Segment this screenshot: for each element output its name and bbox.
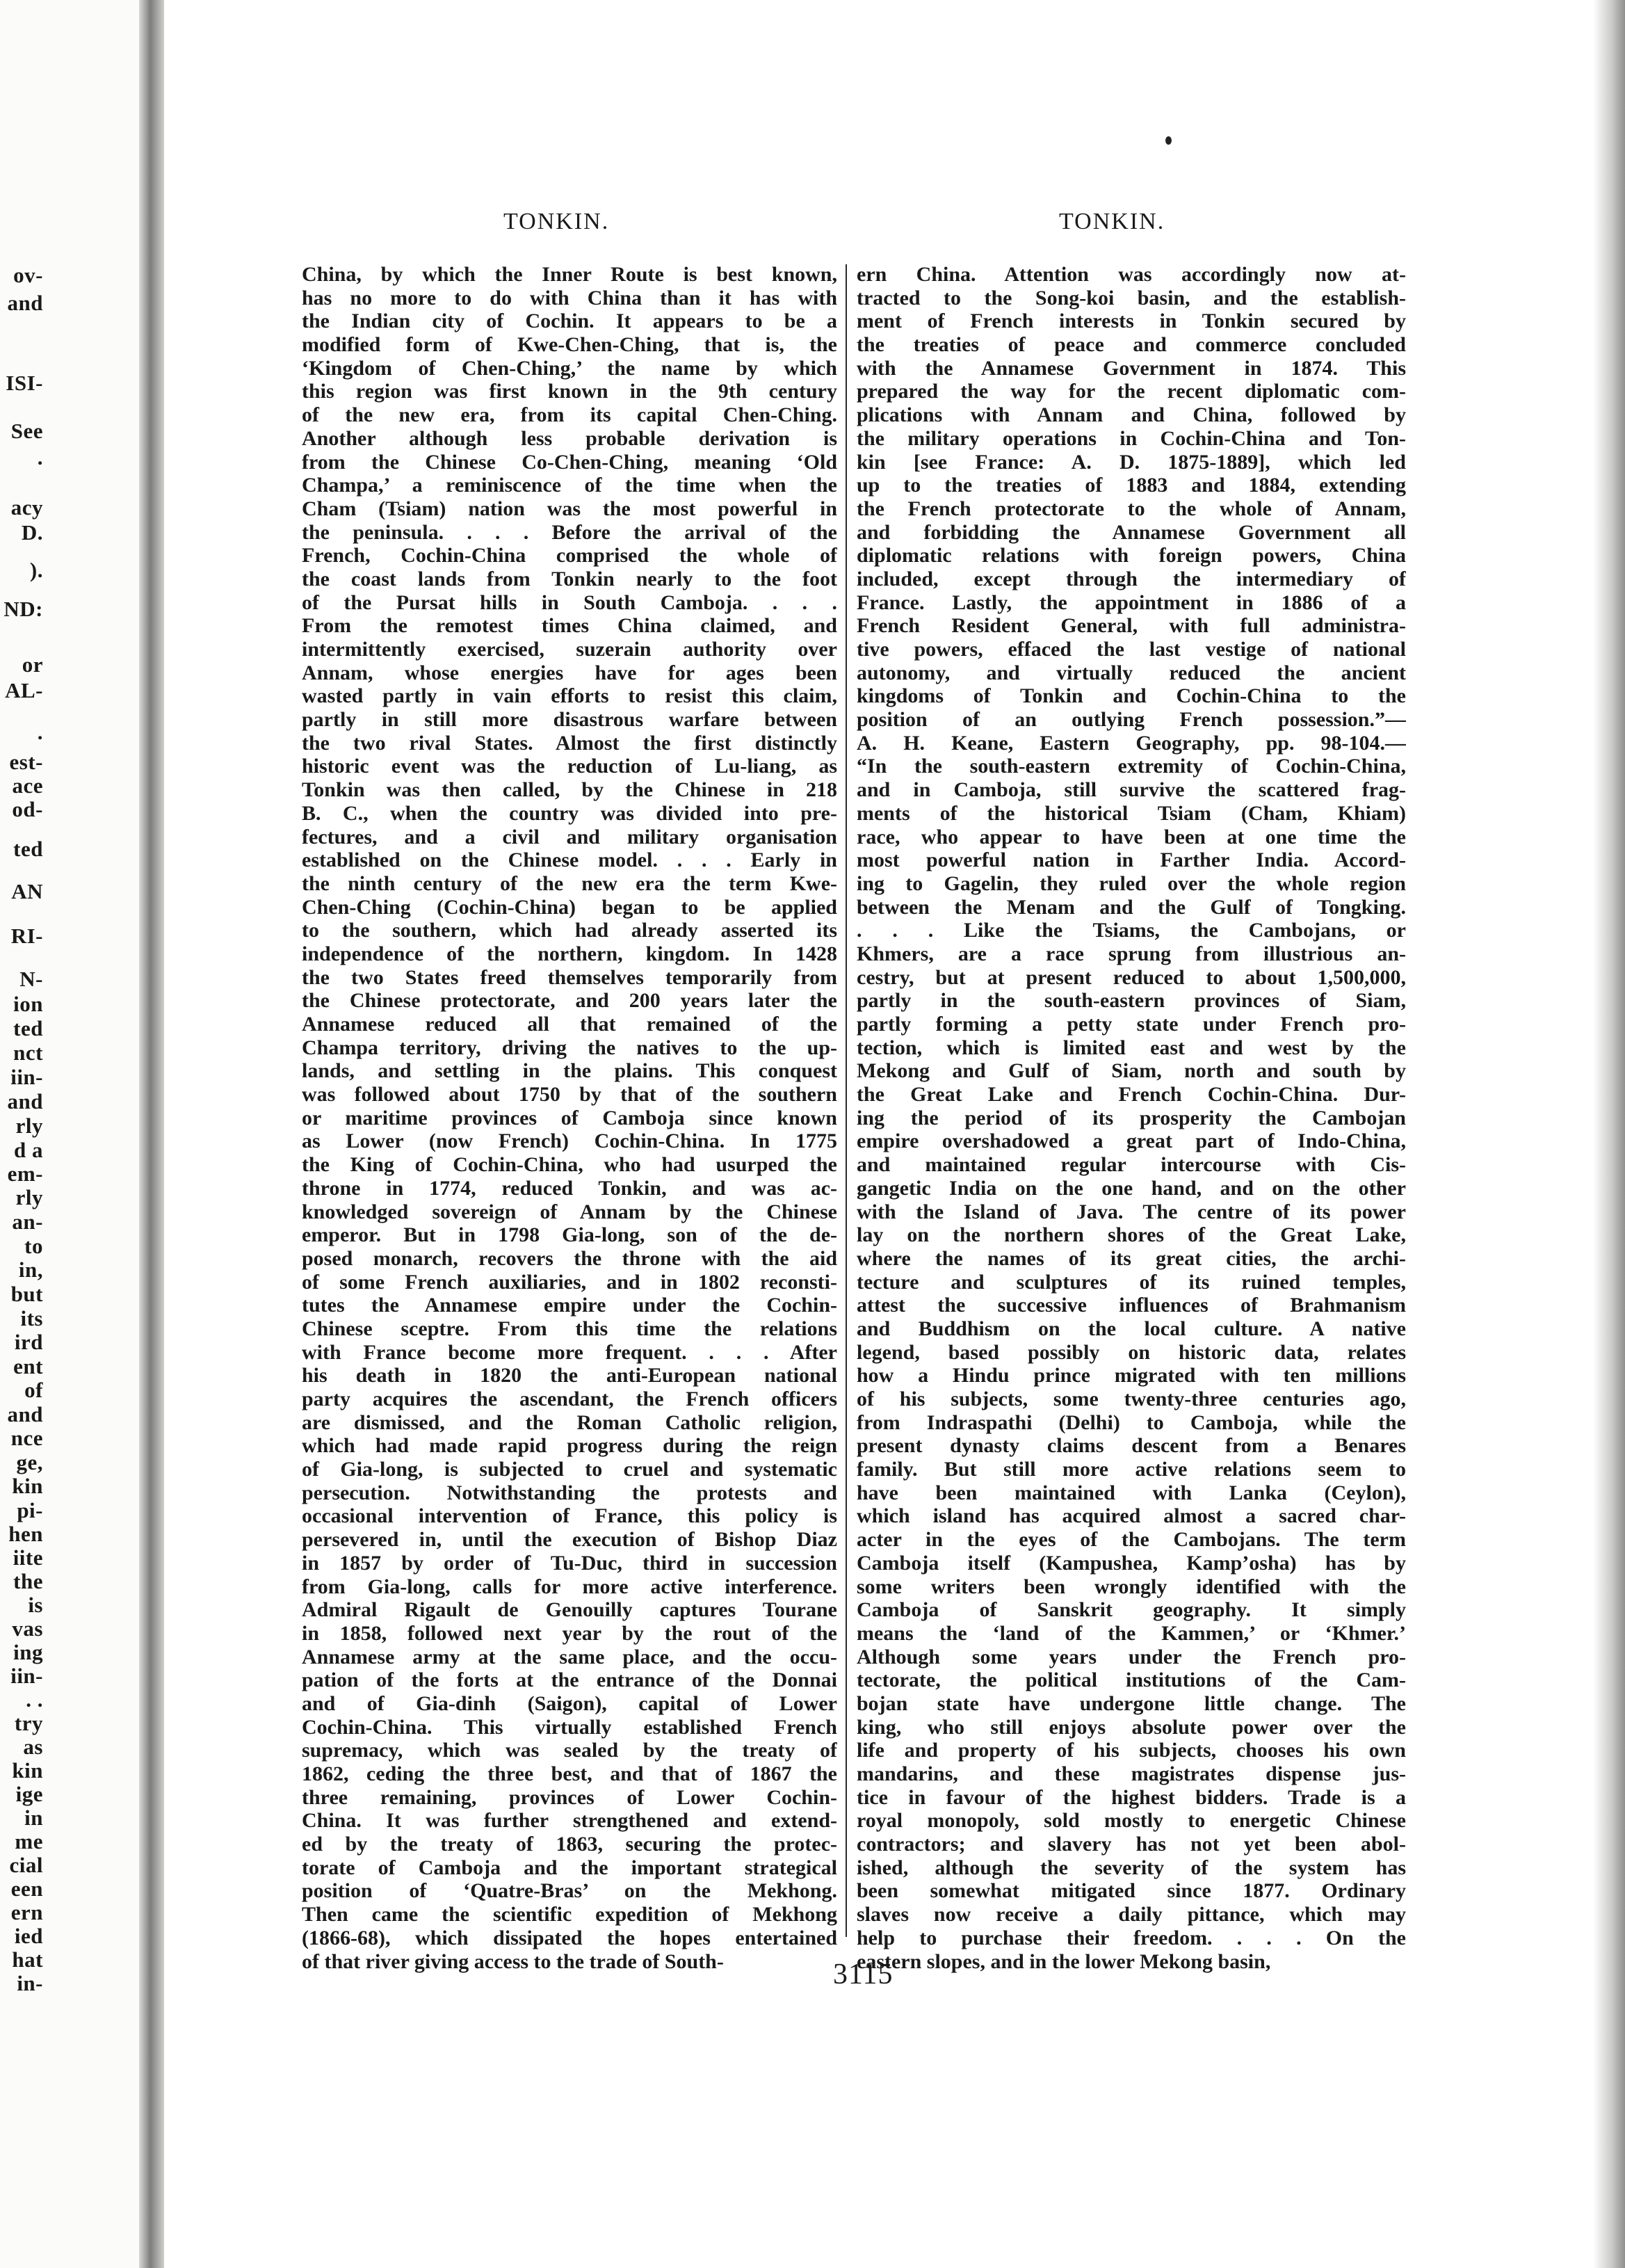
text-line: supremacy, which was sealed by the treaty of xyxy=(302,1739,837,1762)
text-line: historic event was the reduction of Lu-liang, as xyxy=(302,755,837,778)
text-line: autonomy, and virtually reduced the ancient xyxy=(857,661,1406,684)
text-line: China. It was further strengthened and extend- xyxy=(302,1809,837,1833)
text-line: kin [see France: A. D. 1875-1889], which led xyxy=(857,450,1406,474)
text-line: Champa territory, driving the natives to the up- xyxy=(302,1036,837,1059)
text-line: position of ‘Quatre-Bras’ on the Mekhong. xyxy=(302,1879,837,1903)
text-line: help to purchase their freedom. . . . On the xyxy=(857,1926,1406,1949)
text-line: diplomatic relations with foreign powers, China xyxy=(857,544,1406,568)
text-line: the Great Lake and French Cochin-China. Dur- xyxy=(857,1083,1406,1107)
text-line: has no more to do with China than it has with xyxy=(302,286,837,309)
text-line: race, who appear to have been at one time the xyxy=(857,825,1406,849)
margin-fragment: to xyxy=(24,1234,43,1258)
running-head-right: TONKIN. xyxy=(1059,209,1165,234)
margin-fragment: od- xyxy=(12,797,43,821)
text-line: or maritime provinces of Camboja since known xyxy=(302,1106,837,1129)
text-line: and in Camboja, still survive the scattered frag- xyxy=(857,778,1406,802)
previous-page-fragments xyxy=(0,263,43,2099)
text-line: contractors; and slavery has not yet been abol- xyxy=(857,1833,1406,1856)
text-line: pation of the forts at the entrance of the Donnai xyxy=(302,1668,837,1692)
margin-fragment: AN xyxy=(11,879,43,903)
margin-fragment: ing xyxy=(13,1640,43,1664)
text-line: . . . Like the Tsiams, the Cambojans, or xyxy=(857,919,1406,942)
margin-fragment: the xyxy=(13,1569,43,1593)
margin-fragment: hat xyxy=(12,1947,43,1972)
text-line: attest the successive influences of Brahmanism xyxy=(857,1294,1406,1317)
margin-fragment: een xyxy=(10,1876,43,1901)
margin-fragment: an- xyxy=(12,1209,43,1234)
text-line: the peninsula. . . . Before the arrival of the xyxy=(302,520,837,544)
text-line: and maintained regular intercourse with Cis- xyxy=(857,1153,1406,1177)
margin-fragment: N- xyxy=(19,967,43,991)
text-line: this region was first known in the 9th century xyxy=(302,380,837,403)
text-line: France. Lastly, the appointment in 1886 of a xyxy=(857,590,1406,614)
margin-fragment: rly xyxy=(15,1185,43,1209)
margin-fragment: nct xyxy=(13,1040,43,1065)
text-line: the French protectorate to the whole of Annam, xyxy=(857,497,1406,520)
text-line: from the Chinese Co-Chen-Ching, meaning ‘Old xyxy=(302,450,837,474)
page-edge-shadow xyxy=(1593,0,1625,2268)
text-line: between the Menam and the Gulf of Tongking. xyxy=(857,895,1406,919)
margin-fragment: iite xyxy=(13,1545,43,1570)
left-text-column xyxy=(302,263,837,1973)
text-line: knowledged sovereign of Annam by the Chinese xyxy=(302,1200,837,1223)
text-line: Admiral Rigault de Genouilly captures Tourane xyxy=(302,1598,837,1622)
text-line: of that river giving access to the trade of South- xyxy=(302,1949,724,1973)
ink-speck xyxy=(1165,136,1172,145)
text-line: kingdoms of Tonkin and Cochin-China to the xyxy=(857,684,1406,708)
margin-fragment: ige xyxy=(15,1782,43,1806)
text-line: included, except through the intermediary of xyxy=(857,567,1406,590)
text-line: bojan state have undergone little change. The xyxy=(857,1691,1406,1715)
text-line: the King of Cochin-China, who had usurped the xyxy=(302,1153,837,1177)
text-line: Although some years under the French pro- xyxy=(857,1645,1406,1668)
margin-fragment: AL- xyxy=(5,678,43,702)
text-line: ‘Kingdom of Chen-Ching,’ the name by which xyxy=(302,356,837,380)
text-line: ments of the historical Tsiam (Cham, Khiam) xyxy=(857,801,1406,825)
text-line: family. But still more active relations seem to xyxy=(857,1458,1406,1481)
margin-fragment: ge, xyxy=(16,1450,43,1474)
margin-fragment: ND: xyxy=(3,597,43,621)
margin-fragment: or xyxy=(22,652,43,677)
margin-fragment: and xyxy=(7,1089,43,1113)
page-number: 3115 xyxy=(833,1959,894,1990)
text-line: royal monopoly, sold mostly to energetic Chinese xyxy=(857,1809,1406,1833)
margin-fragment: me xyxy=(15,1829,43,1853)
margin-fragment: ted xyxy=(13,837,43,861)
text-line: modified form of Kwe-Chen-Ching, that is, the xyxy=(302,333,837,357)
margin-fragment: cial xyxy=(9,1853,43,1877)
text-line: independence of the northern, kingdom. In 1428 xyxy=(302,942,837,965)
margin-fragment: vas xyxy=(12,1616,43,1641)
text-line: ished, although the severity of the system has xyxy=(857,1856,1406,1879)
text-line: throne in 1774, reduced Tonkin, and was ac- xyxy=(302,1176,837,1200)
text-line: in 1857 by order of Tu-Duc, third in succession xyxy=(302,1551,837,1575)
text-line: Chinese sceptre. From this time the relations xyxy=(302,1317,837,1340)
text-line: cestry, but at present reduced to about 1,500,000, xyxy=(857,965,1406,989)
text-line: slaves now receive a daily pittance, which may xyxy=(857,1903,1406,1927)
text-line: life and property of his subjects, chooses his own xyxy=(857,1739,1406,1762)
text-line: occasional intervention of France, this policy is xyxy=(302,1504,837,1528)
text-line: eastern slopes, and in the lower Mekong basin, xyxy=(857,1949,1271,1973)
text-line: the military operations in Cochin-China and Ton- xyxy=(857,426,1406,450)
margin-fragment: iin- xyxy=(10,1664,43,1688)
margin-fragment: kin xyxy=(12,1474,43,1498)
margin-fragment: is xyxy=(28,1593,43,1617)
margin-fragment: in- xyxy=(17,1971,43,1995)
text-line: his death in 1820 the anti-European national xyxy=(302,1364,837,1388)
margin-fragment: ion xyxy=(13,992,43,1016)
text-line: with the Annamese Government in 1874. This xyxy=(857,356,1406,380)
margin-fragment: est- xyxy=(9,750,43,774)
text-line: means the ‘land of the Kammen,’ or ‘Khmer.’ xyxy=(857,1621,1406,1645)
column-divider xyxy=(846,264,847,1937)
margin-fragment: hen xyxy=(8,1522,43,1546)
text-line: king, who still enjoys absolute power over the xyxy=(857,1715,1406,1739)
text-line: been somewhat mitigated since 1877. Ordinary xyxy=(857,1879,1406,1903)
text-line: emperor. But in 1798 Gia-long, son of the de- xyxy=(302,1223,837,1247)
text-line: gangetic India on the one hand, and on the other xyxy=(857,1176,1406,1200)
margin-fragment: ird xyxy=(14,1330,43,1354)
text-line: the Chinese protectorate, and 200 years later the xyxy=(302,989,837,1013)
text-line: empire overshadowed a great part of Indo-China, xyxy=(857,1129,1406,1153)
margin-fragment: ISI- xyxy=(6,371,43,395)
text-line: Annamese army at the same place, and the occu- xyxy=(302,1645,837,1668)
text-line: of some French auxiliaries, and in 1802 reconsti- xyxy=(302,1270,837,1294)
margin-fragment: try xyxy=(14,1711,43,1735)
margin-fragment: ). xyxy=(29,558,43,582)
text-line: legend, based possibly on historic data, relates xyxy=(857,1340,1406,1364)
margin-fragment: nce xyxy=(10,1426,43,1450)
text-line: tecture and sculptures of its ruined temples, xyxy=(857,1270,1406,1294)
margin-fragment: em- xyxy=(7,1161,43,1186)
text-line: A. H. Keane, Eastern Geography, pp. 98-104.— xyxy=(857,731,1406,755)
text-line: and forbidding the Annamese Government all xyxy=(857,520,1406,544)
text-line: Cham (Tsiam) nation was the most powerful in xyxy=(302,497,837,520)
text-line: Mekong and Gulf of Siam, north and south by xyxy=(857,1059,1406,1083)
margin-fragment: rly xyxy=(15,1113,43,1138)
margin-fragment: acy xyxy=(10,495,43,520)
text-line: with France become more frequent. . . . After xyxy=(302,1340,837,1364)
text-line: where the names of its great cities, the archi- xyxy=(857,1246,1406,1270)
margin-fragment: in xyxy=(24,1805,43,1830)
text-line: partly forming a petty state under French pro- xyxy=(857,1013,1406,1036)
margin-fragment: D. xyxy=(21,520,43,545)
margin-fragment: . xyxy=(37,720,43,744)
text-line: present dynasty claims descent from a Benares xyxy=(857,1434,1406,1458)
text-line: torate of Camboja and the important strategical xyxy=(302,1856,837,1879)
margin-fragment: ent xyxy=(13,1354,43,1378)
margin-fragment: as xyxy=(23,1735,43,1759)
text-line: Khmers, are a race sprung from illustrious an- xyxy=(857,942,1406,965)
margin-fragment: ted xyxy=(13,1016,43,1040)
text-line: (1866-68), which dissipated the hopes entertained xyxy=(302,1926,837,1949)
text-line: which island has acquired almost a sacred char- xyxy=(857,1504,1406,1528)
text-line: Champa,’ a reminiscence of the time when the xyxy=(302,474,837,497)
text-line: plications with Annam and China, followed by xyxy=(857,403,1406,427)
margin-fragment: its xyxy=(20,1306,43,1330)
text-line: tive powers, effaced the last vestige of national xyxy=(857,638,1406,661)
text-line: tutes the Annamese empire under the Cochin- xyxy=(302,1294,837,1317)
text-line: are dismissed, and the Roman Catholic religion, xyxy=(302,1410,837,1434)
text-line: Annamese reduced all that remained of the xyxy=(302,1013,837,1036)
margin-fragment: ern xyxy=(10,1900,43,1924)
margin-fragment: ace xyxy=(12,773,43,798)
text-line: Another although less probable derivation is xyxy=(302,426,837,450)
text-line: of the new era, from its capital Chen-Ching. xyxy=(302,403,837,427)
text-line: position of an outlying French possession.”— xyxy=(857,708,1406,732)
text-line: tice in favour of the highest bidders. Trade is a xyxy=(857,1785,1406,1809)
margin-fragment: and xyxy=(7,291,43,315)
text-line: the treaties of peace and commerce concluded xyxy=(857,333,1406,357)
text-line: the two rival States. Almost the first distinctly xyxy=(302,731,837,755)
text-line: the coast lands from Tonkin nearly to the foot xyxy=(302,567,837,590)
text-line: French, Cochin-China comprised the whole of xyxy=(302,544,837,568)
text-line: from Gia-long, calls for more active interference. xyxy=(302,1575,837,1598)
text-line: Camboja itself (Kampushea, Kamp’osha) has by xyxy=(857,1551,1406,1575)
text-line: partly in the south-eastern provinces of Siam, xyxy=(857,989,1406,1013)
text-line: China, by which the Inner Route is best known, xyxy=(302,263,837,286)
margin-fragment: of xyxy=(24,1378,43,1402)
margin-fragment: See xyxy=(10,419,43,443)
text-line: lay on the northern shores of the Great Lake, xyxy=(857,1223,1406,1247)
text-line: tectorate, the political institutions of the Cam- xyxy=(857,1668,1406,1692)
text-line: have been maintained with Lanka (Ceylon), xyxy=(857,1481,1406,1504)
text-line: as Lower (now French) Cochin-China. In 1775 xyxy=(302,1129,837,1153)
margin-fragment: pi- xyxy=(17,1498,43,1522)
margin-fragment: kin xyxy=(12,1758,43,1783)
text-line: the Indian city of Cochin. It appears to be a xyxy=(302,309,837,333)
text-line: posed monarch, recovers the throne with the aid xyxy=(302,1246,837,1270)
text-line: most powerful nation in Farther India. Accord- xyxy=(857,849,1406,872)
text-line: to the southern, which had already asserted its xyxy=(302,919,837,942)
text-line: ing to Gagelin, they ruled over the whole region xyxy=(857,871,1406,895)
text-line: Annam, whose energies have for ages been xyxy=(302,661,837,684)
margin-fragment: . xyxy=(37,445,43,469)
text-line: wasted partly in vain efforts to resist this claim, xyxy=(302,684,837,708)
text-line: up to the treaties of 1883 and 1884, extending xyxy=(857,474,1406,497)
text-line: how a Hindu prince migrated with ten millions xyxy=(857,1364,1406,1388)
margin-fragment: iin- xyxy=(10,1065,43,1089)
margin-fragment: and xyxy=(7,1402,43,1426)
text-line: partly in still more disastrous warfare between xyxy=(302,708,837,732)
text-line: ing the period of its prosperity the Cambojan xyxy=(857,1106,1406,1129)
text-line: the ninth century of the new era the term Kwe- xyxy=(302,871,837,895)
text-line: the two States freed themselves temporarily from xyxy=(302,965,837,989)
right-text-column xyxy=(857,263,1406,1973)
text-line: and of Gia-dinh (Saigon), capital of Lower xyxy=(302,1691,837,1715)
text-line: 1862, ceding the three best, and that of 1867 the xyxy=(302,1762,837,1785)
text-line: mandarins, and these magistrates dispense jus- xyxy=(857,1762,1406,1785)
text-line: “In the south-eastern extremity of Cochin-China, xyxy=(857,755,1406,778)
text-line: with the Island of Java. The centre of its power xyxy=(857,1200,1406,1223)
text-line: which had made rapid progress during the reign xyxy=(302,1434,837,1458)
text-line: tracted to the Song-koi basin, and the establish- xyxy=(857,286,1406,309)
margin-fragment: RI- xyxy=(10,924,43,948)
running-head-left: TONKIN. xyxy=(503,209,610,234)
text-line: ment of French interests in Tonkin secured by xyxy=(857,309,1406,333)
book-gutter-shadow xyxy=(139,0,164,2268)
margin-fragment: d a xyxy=(14,1138,43,1162)
text-line: persecution. Notwithstanding the protests and xyxy=(302,1481,837,1504)
text-line: of his subjects, some twenty-three centuries ago, xyxy=(857,1388,1406,1410)
text-line: from Indraspathi (Delhi) to Camboja, while the xyxy=(857,1410,1406,1434)
text-line: Chen-Ching (Cochin-China) began to be applied xyxy=(302,895,837,919)
text-line: acter in the eyes of the Cambojans. The term xyxy=(857,1528,1406,1552)
margin-fragment: . . xyxy=(26,1687,43,1712)
text-line: in 1858, followed next year by the rout of the xyxy=(302,1621,837,1645)
text-line: prepared the way for the recent diplomatic com- xyxy=(857,380,1406,403)
margin-fragment: but xyxy=(10,1282,43,1306)
text-line: ed by the treaty of 1863, securing the protec- xyxy=(302,1833,837,1856)
text-line: Camboja of Sanskrit geography. It simply xyxy=(857,1598,1406,1622)
text-line: persevered in, until the execution of Bishop Diaz xyxy=(302,1528,837,1552)
text-line: tection, which is limited east and west by the xyxy=(857,1036,1406,1059)
text-line: French Resident General, with full administra- xyxy=(857,614,1406,638)
margin-fragment: ied xyxy=(14,1924,43,1948)
text-line: some writers been wrongly identified with the xyxy=(857,1575,1406,1598)
text-line: established on the Chinese model. . . . Early in xyxy=(302,849,837,872)
text-line: of the Pursat hills in South Camboja. . . . xyxy=(302,590,837,614)
text-line: Then came the scientific expedition of Mekhong xyxy=(302,1903,837,1927)
text-line: intermittently exercised, suzerain authority over xyxy=(302,638,837,661)
text-line: lands, and settling in the plains. This conquest xyxy=(302,1059,837,1083)
text-line: B. C., when the country was divided into pre- xyxy=(302,801,837,825)
text-line: and Buddhism on the local culture. A native xyxy=(857,1317,1406,1340)
text-line: fectures, and a civil and military organisation xyxy=(302,825,837,849)
text-line: of Gia-long, is subjected to cruel and systematic xyxy=(302,1458,837,1481)
text-line: Tonkin was then called, by the Chinese in 218 xyxy=(302,778,837,802)
margin-fragment: ov- xyxy=(13,263,43,287)
text-line: was followed about 1750 by that of the southern xyxy=(302,1083,837,1107)
text-line: party acquires the ascendant, the French officers xyxy=(302,1388,837,1410)
text-line: From the remotest times China claimed, and xyxy=(302,614,837,638)
text-line: three remaining, provinces of Lower Cochin- xyxy=(302,1785,837,1809)
text-line: Cochin-China. This virtually established French xyxy=(302,1715,837,1739)
margin-fragment: in, xyxy=(18,1257,43,1282)
text-line: ern China. Attention was accordingly now at- xyxy=(857,263,1406,286)
